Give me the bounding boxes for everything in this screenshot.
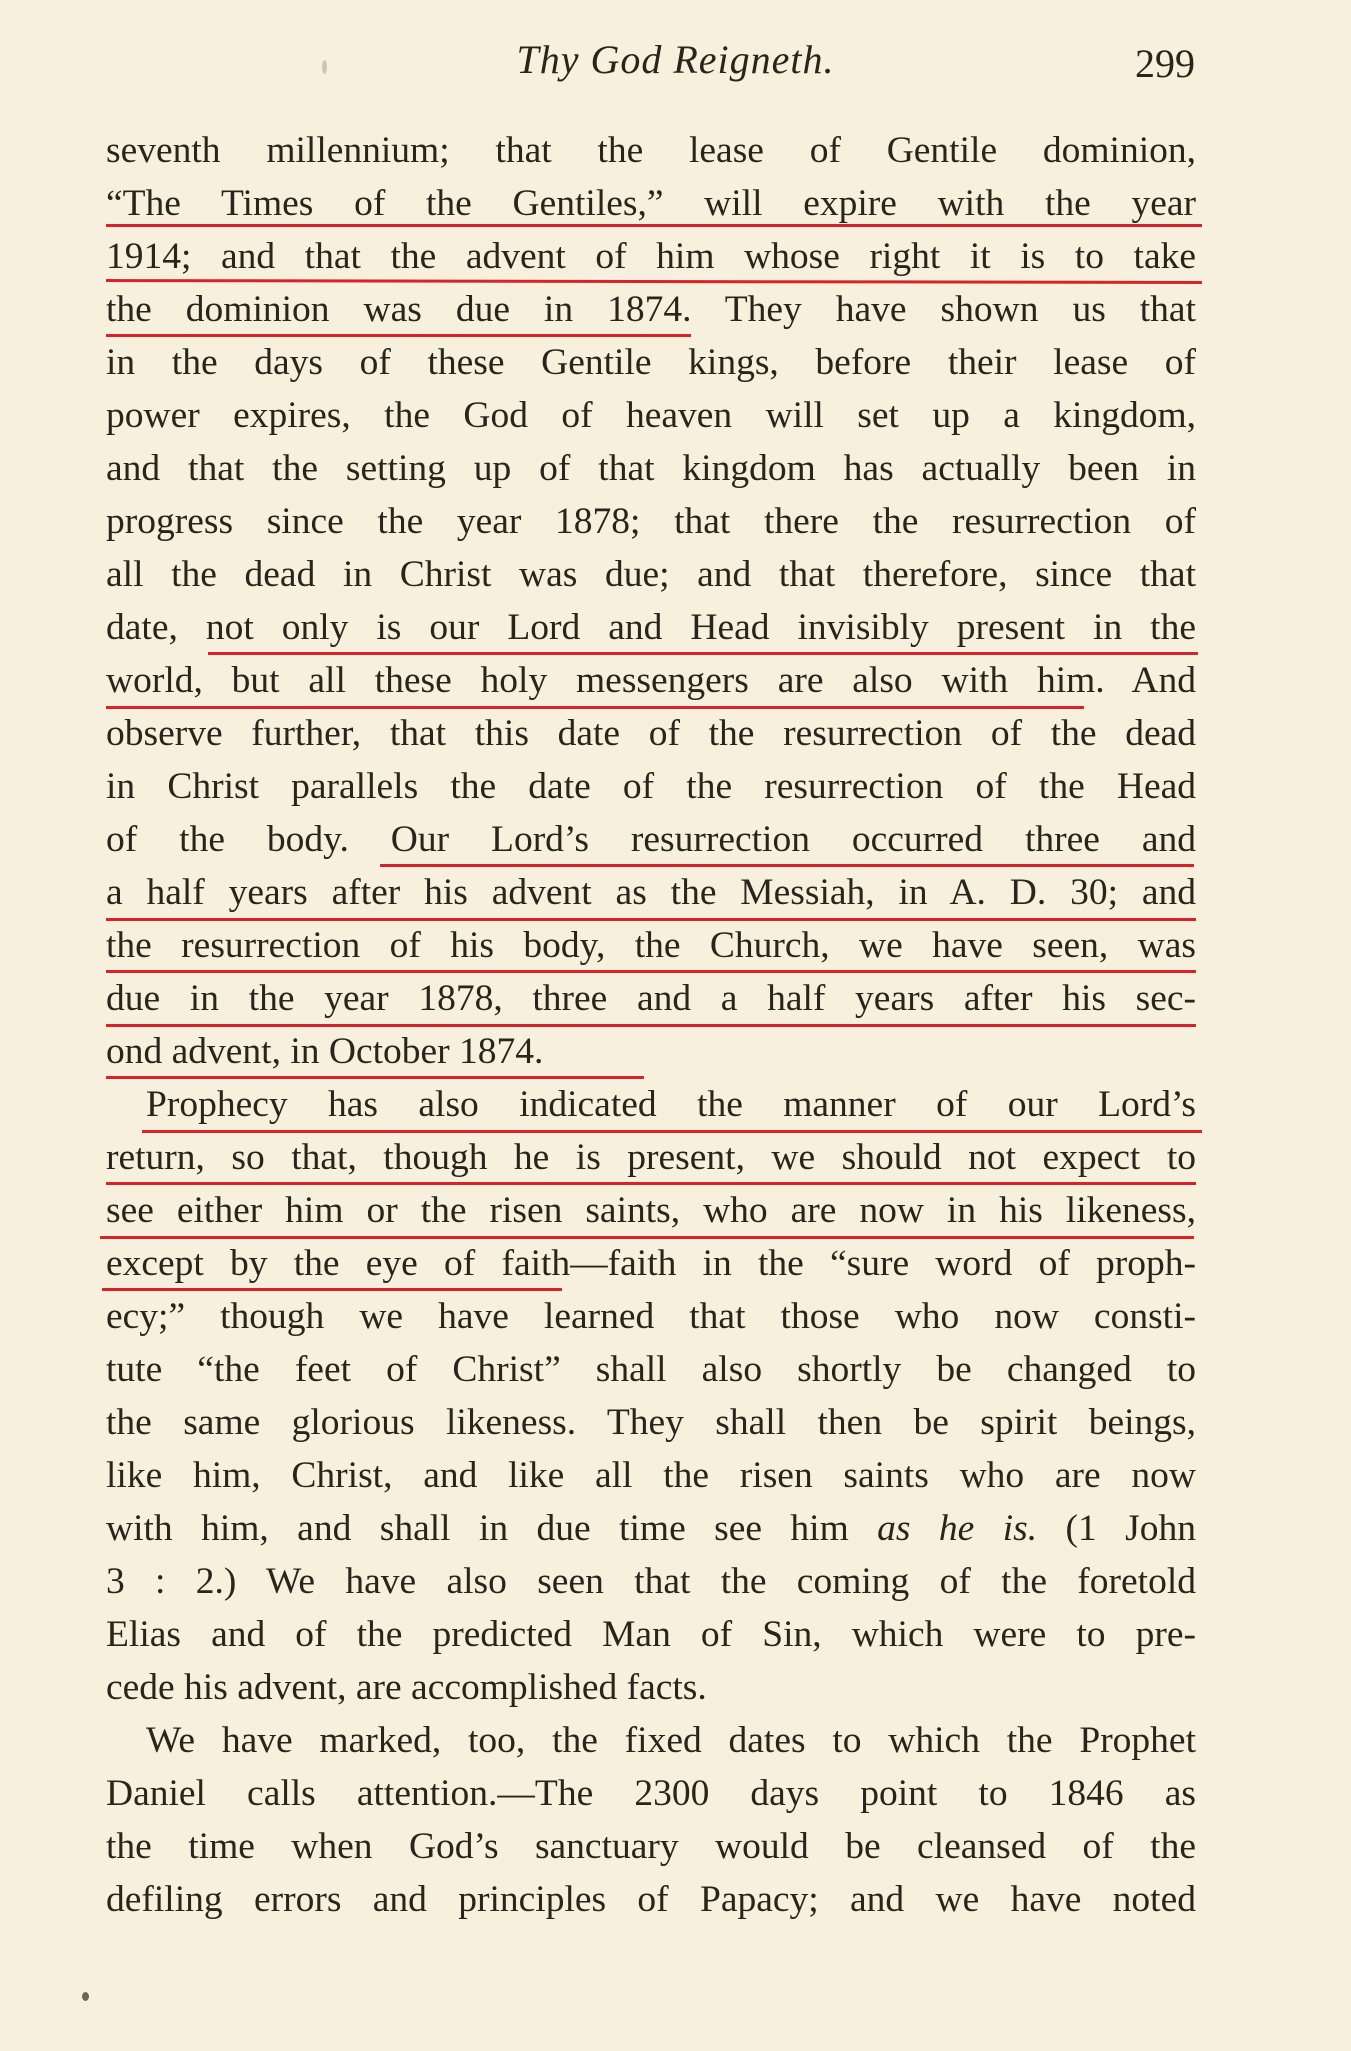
red-underline: [106, 334, 691, 337]
red-underline: [106, 706, 1084, 709]
text-line: ond advent, in October 1874.: [106, 1031, 544, 1072]
ink-speck: [322, 60, 327, 74]
text-line: of the body. Our Lord’s resurrection occurred three and: [106, 819, 1196, 860]
text-segment: with him, and shall in due time see him: [106, 1508, 878, 1549]
red-underline: [142, 1130, 1202, 1133]
text-segment: (1 John: [1037, 1508, 1196, 1549]
text-line: the dominion was due in 1874. They have shown us that: [106, 289, 1196, 330]
text-line: “The Times of the Gentiles,” will expire with the year: [106, 183, 1196, 224]
text-line: a half years after his advent as the Messiah, in A. D. 30; and: [106, 872, 1196, 913]
text-line: tute “the feet of Christ” shall also shortly be changed to: [106, 1349, 1196, 1390]
running-head-title: Thy God Reigneth.: [516, 37, 835, 82]
italic-phrase: as he is.: [877, 1508, 1038, 1549]
text-line: 1914; and that the advent of him whose right it is to take: [106, 236, 1196, 277]
red-underline: [208, 652, 1198, 655]
red-underline: [100, 1236, 1194, 1239]
text-line: all the dead in Christ was due; and that therefore, since that: [106, 554, 1196, 595]
red-underline: [106, 1024, 1196, 1027]
text-line: the resurrection of his body, the Church, we have seen, was: [106, 925, 1196, 966]
red-underline: [106, 1076, 644, 1079]
paragraph-first-line: We have marked, too, the fixed dates to which the Prophet: [146, 1720, 1196, 1761]
text-line: the time when God’s sanctuary would be cleansed of the: [106, 1826, 1196, 1867]
text-line: world, but all these holy messengers are also with him. And: [106, 660, 1196, 701]
text-line: in the days of these Gentile kings, before their lease of: [106, 342, 1196, 383]
red-underline: [106, 1182, 1196, 1185]
text-line: date, not only is our Lord and Head invisibly present in the: [106, 607, 1196, 648]
paragraph-first-line: Prophecy has also indicated the manner of our Lord’s: [146, 1084, 1196, 1125]
red-underline: [102, 1288, 562, 1291]
text-line: like him, Christ, and like all the risen saints who are now: [106, 1455, 1196, 1496]
text-line: power expires, the God of heaven will set up a kingdom,: [106, 395, 1196, 436]
text-line: defiling errors and principles of Papacy; and we have noted: [106, 1879, 1196, 1920]
text-line: cede his advent, are accomplished facts.: [106, 1667, 707, 1708]
text-line: except by the eye of faith—faith in the “sure word of proph-: [106, 1243, 1196, 1284]
red-underline: [106, 224, 1202, 227]
text-line: in Christ parallels the date of the resurrection of the Head: [106, 766, 1196, 807]
ink-speck: [82, 1992, 89, 2001]
red-underline: [106, 970, 1196, 973]
text-line: ecy;” though we have learned that those who now consti-: [106, 1296, 1196, 1337]
text-line-with-italic: [106, 1502, 1196, 1555]
text-line: return, so that, though he is present, we should not expect to: [106, 1137, 1196, 1178]
text-line: progress since the year 1878; that there the resurrection of: [106, 501, 1196, 542]
text-line: see either him or the risen saints, who are now in his likeness,: [106, 1190, 1196, 1231]
text-line: seventh millennium; that the lease of Gentile dominion,: [106, 130, 1196, 171]
text-line: observe further, that this date of the resurrection of the dead: [106, 713, 1196, 754]
text-line: due in the year 1878, three and a half years after his sec-: [106, 978, 1196, 1019]
text-line: Daniel calls attention.—The 2300 days point to 1846 as: [106, 1773, 1196, 1814]
text-line: Elias and of the predicted Man of Sin, which were to pre-: [106, 1614, 1196, 1655]
text-line: 3 : 2.) We have also seen that the coming of the foretold: [106, 1561, 1196, 1602]
red-underline: [380, 864, 1194, 867]
red-underline: [106, 918, 1196, 921]
text-line: the same glorious likeness. They shall then be spirit beings,: [106, 1402, 1196, 1443]
text-line: and that the setting up of that kingdom has actually been in: [106, 448, 1196, 489]
page-number: 299: [1135, 41, 1195, 86]
